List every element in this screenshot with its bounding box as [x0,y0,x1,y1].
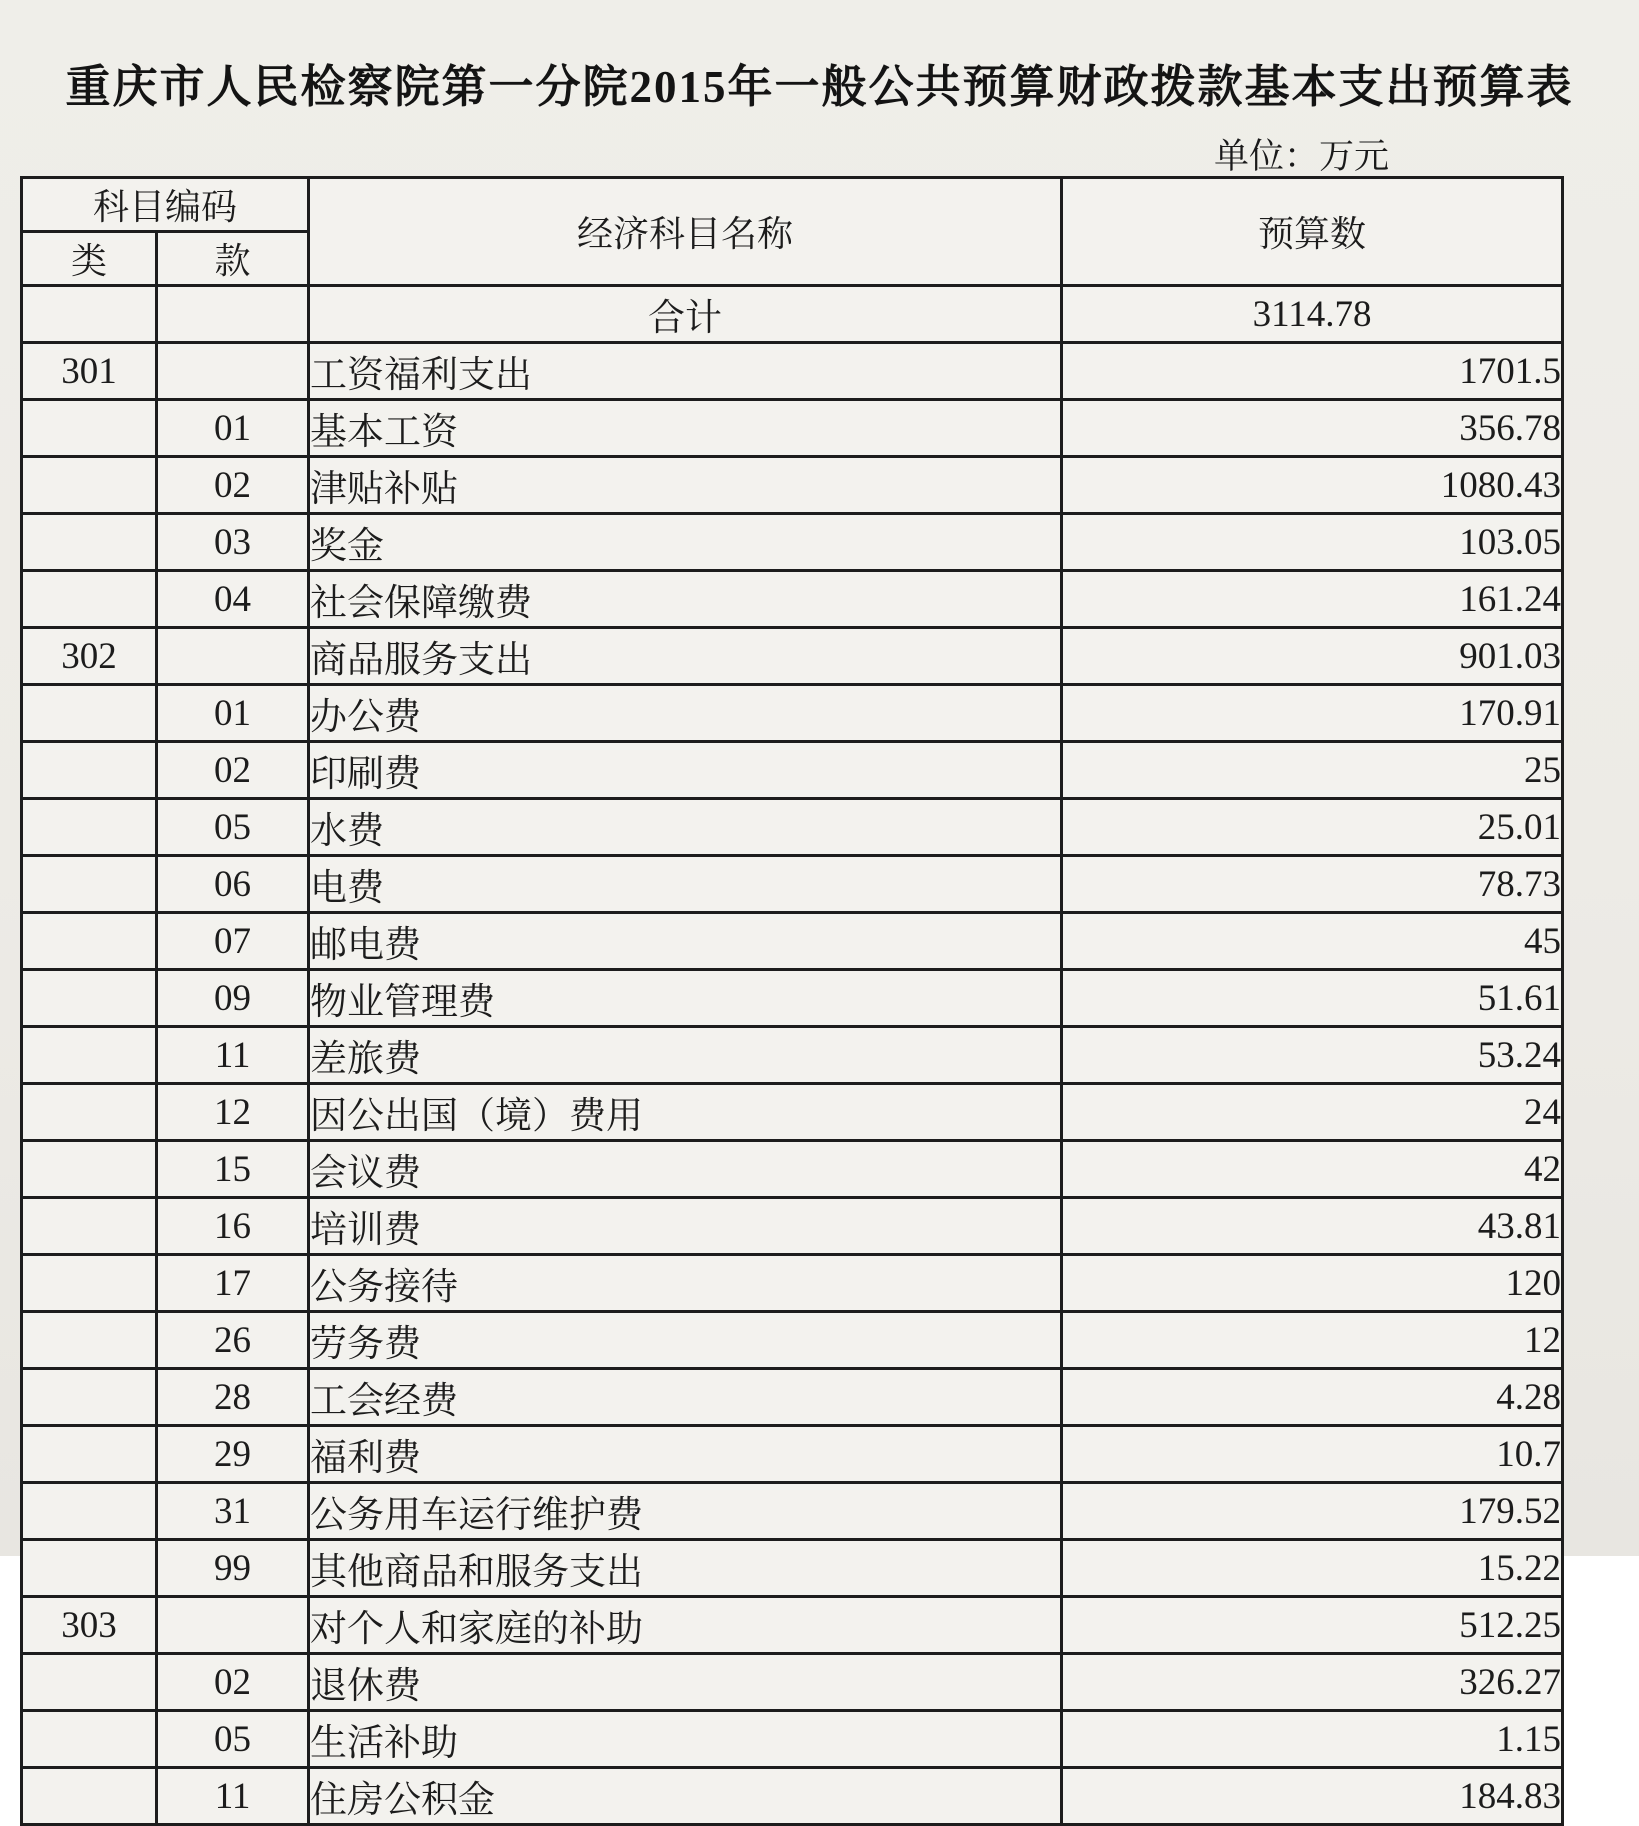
table-row [22,571,1563,628]
category-cell [22,1255,157,1312]
name-cell: 津贴补贴 [309,457,1062,514]
table-row [22,1369,1563,1426]
category-cell [22,457,157,514]
name-cell: 退休费 [309,1654,1062,1711]
category-cell [22,1426,157,1483]
category-cell [22,571,157,628]
item-cell: 28 [157,1369,309,1426]
name-cell: 奖金 [309,514,1062,571]
category-cell: 303 [22,1597,157,1654]
value-cell: 42 [1062,1141,1563,1198]
name-cell: 公务接待 [309,1255,1062,1312]
total-category-cell [22,286,157,343]
table-row [22,856,1563,913]
item-cell: 01 [157,400,309,457]
name-cell: 办公费 [309,685,1062,742]
header-category: 类 [22,232,157,286]
category-cell: 301 [22,343,157,400]
name-cell: 商品服务支出 [309,628,1062,685]
item-cell: 07 [157,913,309,970]
table-row [22,1084,1563,1141]
item-cell [157,343,309,400]
item-cell: 99 [157,1540,309,1597]
category-cell [22,1768,157,1825]
name-cell: 基本工资 [309,400,1062,457]
item-cell: 09 [157,970,309,1027]
table-row [22,913,1563,970]
category-cell [22,1312,157,1369]
item-cell [157,1597,309,1654]
table-row [22,343,1563,400]
header-budget: 预算数 [1062,178,1563,286]
item-cell: 15 [157,1141,309,1198]
item-cell: 11 [157,1027,309,1084]
category-cell [22,1027,157,1084]
category-cell [22,1654,157,1711]
header-subject-code: 科目编码 [22,178,309,232]
name-cell: 社会保障缴费 [309,571,1062,628]
name-cell: 因公出国（境）费用 [309,1084,1062,1141]
category-cell [22,799,157,856]
value-cell: 1701.5 [1062,343,1563,400]
table-row [22,1198,1563,1255]
table-row [22,1711,1563,1768]
value-cell: 103.05 [1062,514,1563,571]
document-title: 重庆市人民检察院第一分院2015年一般公共预算财政拨款基本支出预算表 [65,62,1574,112]
name-cell: 其他商品和服务支出 [309,1540,1062,1597]
value-cell: 4.28 [1062,1369,1563,1426]
category-cell [22,1540,157,1597]
item-cell: 04 [157,571,309,628]
category-cell [22,1198,157,1255]
name-cell: 对个人和家庭的补助 [309,1597,1062,1654]
name-cell: 会议费 [309,1141,1062,1198]
value-cell: 78.73 [1062,856,1563,913]
item-cell: 05 [157,799,309,856]
table-row [22,457,1563,514]
category-cell [22,970,157,1027]
name-cell: 水费 [309,799,1062,856]
table-row [22,970,1563,1027]
value-cell: 170.91 [1062,685,1563,742]
name-cell: 工会经费 [309,1369,1062,1426]
table-row [22,1540,1563,1597]
table-row [22,799,1563,856]
table-row [22,1255,1563,1312]
total-row [22,286,1563,343]
category-cell [22,1483,157,1540]
value-cell: 326.27 [1062,1654,1563,1711]
item-cell: 02 [157,742,309,799]
table-row [22,1027,1563,1084]
total-item-cell [157,286,309,343]
value-cell: 53.24 [1062,1027,1563,1084]
total-label: 合计 [309,286,1062,343]
name-cell: 福利费 [309,1426,1062,1483]
item-cell: 06 [157,856,309,913]
name-cell: 住房公积金 [309,1768,1062,1825]
value-cell: 15.22 [1062,1540,1563,1597]
category-cell [22,1711,157,1768]
item-cell: 17 [157,1255,309,1312]
item-cell: 02 [157,1654,309,1711]
value-cell: 161.24 [1062,571,1563,628]
item-cell [157,628,309,685]
item-cell: 11 [157,1768,309,1825]
category-cell: 302 [22,628,157,685]
table-row [22,1654,1563,1711]
table-header [22,178,1563,286]
name-cell: 生活补助 [309,1711,1062,1768]
name-cell: 印刷费 [309,742,1062,799]
name-cell: 物业管理费 [309,970,1062,1027]
category-cell [22,685,157,742]
item-cell: 01 [157,685,309,742]
table-row [22,628,1563,685]
value-cell: 1080.43 [1062,457,1563,514]
table-row [22,1483,1563,1540]
item-cell: 12 [157,1084,309,1141]
item-cell: 26 [157,1312,309,1369]
value-cell: 179.52 [1062,1483,1563,1540]
header-row-1 [22,178,1563,232]
name-cell: 工资福利支出 [309,343,1062,400]
value-cell: 43.81 [1062,1198,1563,1255]
budget-table [20,176,1564,1826]
item-cell: 16 [157,1198,309,1255]
value-cell: 24 [1062,1084,1563,1141]
item-cell: 31 [157,1483,309,1540]
name-cell: 公务用车运行维护费 [309,1483,1062,1540]
item-cell: 03 [157,514,309,571]
table-row [22,1597,1563,1654]
table-row [22,1141,1563,1198]
category-cell [22,856,157,913]
name-cell: 劳务费 [309,1312,1062,1369]
value-cell: 12 [1062,1312,1563,1369]
category-cell [22,742,157,799]
value-cell: 901.03 [1062,628,1563,685]
table-row [22,1312,1563,1369]
value-cell: 51.61 [1062,970,1563,1027]
name-cell: 邮电费 [309,913,1062,970]
item-cell: 29 [157,1426,309,1483]
value-cell: 356.78 [1062,400,1563,457]
value-cell: 25 [1062,742,1563,799]
category-cell [22,514,157,571]
table-row [22,1768,1563,1825]
category-cell [22,1369,157,1426]
name-cell: 差旅费 [309,1027,1062,1084]
name-cell: 电费 [309,856,1062,913]
value-cell: 184.83 [1062,1768,1563,1825]
table-row [22,685,1563,742]
value-cell: 1.15 [1062,1711,1563,1768]
category-cell [22,400,157,457]
unit-label: 单位：万元 [1213,137,1389,176]
category-cell [22,1084,157,1141]
value-cell: 25.01 [1062,799,1563,856]
total-value: 3114.78 [1062,286,1563,343]
category-cell [22,1141,157,1198]
value-cell: 120 [1062,1255,1563,1312]
table-row [22,514,1563,571]
name-cell: 培训费 [309,1198,1062,1255]
table-row [22,400,1563,457]
value-cell: 10.7 [1062,1426,1563,1483]
value-cell: 512.25 [1062,1597,1563,1654]
header-subject-name: 经济科目名称 [309,178,1062,286]
table-row [22,742,1563,799]
value-cell: 45 [1062,913,1563,970]
table-body [22,286,1563,1825]
item-cell: 02 [157,457,309,514]
header-item: 款 [157,232,309,286]
item-cell: 05 [157,1711,309,1768]
category-cell [22,913,157,970]
table-row [22,1426,1563,1483]
